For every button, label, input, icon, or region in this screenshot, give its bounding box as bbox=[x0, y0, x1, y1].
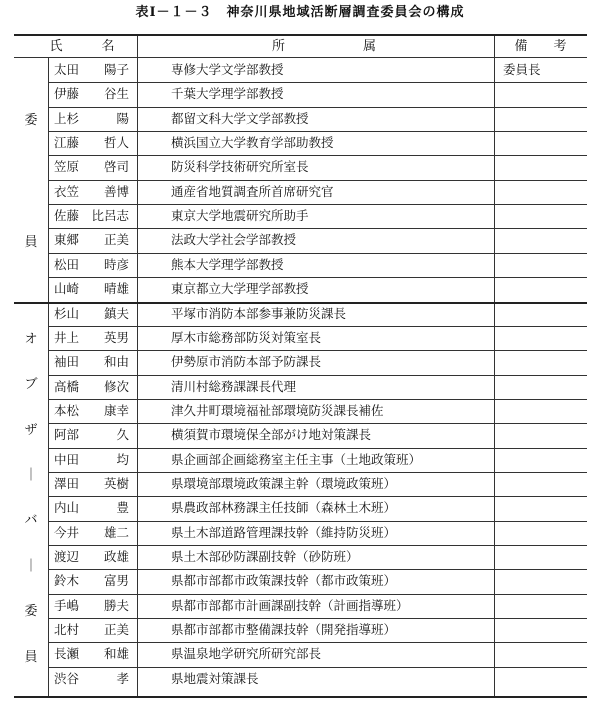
member-note bbox=[503, 399, 583, 423]
member-note bbox=[503, 618, 583, 642]
member-note bbox=[503, 472, 583, 496]
member-affiliation: 平塚市消防本部参事兼防災課長 bbox=[171, 305, 347, 321]
member-affiliation: 県地震対策課長 bbox=[171, 670, 259, 686]
group-label bbox=[14, 58, 48, 302]
member-affiliation: 県土木部道路管理課技幹（維持防災班） bbox=[171, 524, 397, 540]
member-note bbox=[503, 496, 583, 520]
member-name: 伊藤 谷生 bbox=[54, 86, 130, 102]
row-divider bbox=[48, 155, 587, 156]
member-row bbox=[48, 253, 587, 277]
group-label-char: ザ bbox=[24, 422, 38, 438]
member-note bbox=[503, 107, 583, 131]
member-affiliation: 法政大学社会学部教授 bbox=[171, 232, 297, 248]
member-affiliation: 県環境部環境政策課主幹（環境政策班） bbox=[171, 475, 397, 491]
row-divider bbox=[48, 253, 587, 254]
member-name: 井上 英男 bbox=[54, 329, 130, 345]
member-affiliation: 東京都立大学理学部教授 bbox=[171, 281, 309, 297]
member-row bbox=[48, 302, 587, 326]
header-note: 備 考 bbox=[514, 39, 567, 54]
member-note: 委員長 bbox=[503, 62, 541, 77]
member-affiliation: 厚木市総務部防災対策室長 bbox=[171, 329, 322, 345]
member-note bbox=[503, 448, 583, 472]
member-affiliation: 県温泉地学研究所研究部長 bbox=[171, 646, 322, 662]
row-divider bbox=[48, 204, 587, 205]
group-label-char: ブ bbox=[24, 377, 38, 393]
member-row bbox=[48, 642, 587, 666]
member-name: 本松 康幸 bbox=[54, 402, 130, 418]
member-affiliation: 横浜国立大学教育学部助教授 bbox=[171, 135, 334, 151]
member-row bbox=[48, 204, 587, 228]
row-divider bbox=[48, 667, 587, 668]
group-label-char: バ bbox=[24, 513, 38, 529]
row-divider bbox=[48, 545, 587, 546]
member-row bbox=[48, 107, 587, 131]
member-name: 渡辺 政雄 bbox=[54, 549, 130, 564]
member-affiliation: 県土木部砂防課副技幹（砂防班） bbox=[171, 549, 359, 564]
member-name: 高橋 修次 bbox=[54, 378, 130, 394]
row-divider bbox=[48, 399, 587, 400]
member-row bbox=[48, 496, 587, 520]
member-name: 山崎 晴雄 bbox=[54, 281, 130, 297]
member-row bbox=[48, 594, 587, 618]
committee-table bbox=[14, 34, 587, 698]
member-name: 衣笠 善博 bbox=[54, 183, 130, 199]
member-note bbox=[503, 204, 583, 228]
member-name: 手嶋 勝夫 bbox=[54, 597, 130, 613]
member-row bbox=[48, 667, 587, 691]
member-row bbox=[48, 375, 587, 399]
member-note bbox=[503, 642, 583, 666]
member-row bbox=[48, 448, 587, 472]
member-name: 笠原 啓司 bbox=[54, 159, 130, 175]
member-row bbox=[48, 82, 587, 106]
row-divider bbox=[48, 618, 587, 619]
group-label-char: 員 bbox=[24, 235, 38, 251]
member-affiliation: 県企画部企画総務室主任主事（土地政策班） bbox=[171, 451, 422, 467]
member-name: 内山 豊 bbox=[54, 500, 130, 516]
row-divider bbox=[48, 375, 587, 376]
member-affiliation: 熊本大学理学部教授 bbox=[171, 256, 284, 272]
row-divider bbox=[48, 180, 587, 181]
member-row bbox=[48, 472, 587, 496]
group-label-char: 委 bbox=[24, 604, 38, 620]
member-name: 杉山 鎮夫 bbox=[54, 305, 130, 321]
group-label-char: ｜ bbox=[24, 558, 38, 574]
member-affiliation: 千葉大学理学部教授 bbox=[171, 86, 284, 102]
member-note bbox=[503, 594, 583, 618]
member-note bbox=[503, 131, 583, 155]
member-name: 中田 均 bbox=[54, 451, 130, 467]
member-row bbox=[48, 155, 587, 179]
member-note bbox=[503, 423, 583, 447]
header-name: 氏 名 bbox=[49, 39, 115, 54]
member-affiliation: 通産省地質調査所首席研究官 bbox=[171, 183, 334, 199]
member-note bbox=[503, 82, 583, 106]
member-row bbox=[48, 423, 587, 447]
member-name: 北村 正美 bbox=[54, 622, 130, 638]
member-row bbox=[48, 350, 587, 374]
member-row bbox=[48, 399, 587, 423]
row-divider bbox=[48, 228, 587, 229]
row-divider bbox=[48, 131, 587, 132]
member-name: 東郷 正美 bbox=[54, 232, 130, 248]
member-note bbox=[503, 350, 583, 374]
row-divider bbox=[48, 423, 587, 424]
member-row bbox=[48, 569, 587, 593]
member-row bbox=[48, 326, 587, 350]
row-divider bbox=[48, 107, 587, 108]
row-divider bbox=[48, 472, 587, 473]
column-divider bbox=[48, 58, 49, 696]
member-row bbox=[48, 180, 587, 204]
member-row bbox=[48, 131, 587, 155]
member-affiliation: 県都市部都市計画課副技幹（計画指導班） bbox=[171, 597, 409, 613]
row-divider bbox=[48, 82, 587, 83]
member-row bbox=[48, 277, 587, 301]
member-note bbox=[503, 326, 583, 350]
member-affiliation: 横須賀市環境保全部がけ地対策課長 bbox=[171, 427, 372, 443]
member-note bbox=[503, 155, 583, 179]
member-affiliation: 津久井町環境福祉部環境防災課長補佐 bbox=[171, 402, 384, 418]
member-name: 渋谷 孝 bbox=[54, 670, 130, 686]
member-name: 鈴木 富男 bbox=[54, 573, 130, 589]
row-divider bbox=[48, 496, 587, 497]
member-name: 太田 陽子 bbox=[54, 62, 130, 77]
column-divider bbox=[494, 36, 495, 696]
member-note bbox=[503, 569, 583, 593]
group-label bbox=[14, 302, 48, 692]
member-name: 阿部 久 bbox=[54, 427, 130, 443]
row-divider bbox=[48, 569, 587, 570]
row-divider bbox=[48, 642, 587, 643]
member-affiliation: 県都市部都市整備課技幹（開発指導班） bbox=[171, 622, 397, 638]
member-note bbox=[503, 277, 583, 301]
member-name: 佐藤 比呂志 bbox=[54, 208, 130, 224]
row-divider bbox=[48, 521, 587, 522]
member-affiliation: 都留文科大学文学部教授 bbox=[171, 110, 309, 126]
group-label-char: 員 bbox=[24, 649, 38, 665]
member-affiliation: 専修大学文学部教授 bbox=[171, 62, 284, 77]
member-affiliation: 東京大学地震研究所助手 bbox=[171, 208, 309, 224]
member-row bbox=[48, 545, 587, 569]
header-affiliation: 所 属 bbox=[271, 39, 376, 54]
member-name: 松田 時彦 bbox=[54, 256, 130, 272]
member-name: 袖田 和由 bbox=[54, 354, 130, 370]
row-divider bbox=[48, 326, 587, 327]
member-affiliation: 清川村総務課課長代理 bbox=[171, 378, 297, 394]
member-note bbox=[503, 228, 583, 252]
row-divider bbox=[48, 350, 587, 351]
member-row bbox=[48, 228, 587, 252]
row-divider bbox=[48, 594, 587, 595]
table-header bbox=[14, 36, 587, 58]
member-name: 澤田 英樹 bbox=[54, 475, 130, 491]
member-name: 上杉 陽 bbox=[54, 110, 130, 126]
member-note bbox=[503, 545, 583, 569]
member-note bbox=[503, 667, 583, 691]
group-label-char: 委 bbox=[24, 113, 38, 129]
member-affiliation: 県農政部林務課主任技師（森林土木班） bbox=[171, 500, 397, 516]
member-affiliation: 県都市部都市政策課技幹（都市政策班） bbox=[171, 573, 397, 589]
member-row bbox=[48, 521, 587, 545]
member-note bbox=[503, 180, 583, 204]
row-divider bbox=[14, 302, 587, 304]
member-note bbox=[503, 302, 583, 326]
member-affiliation: 伊勢原市消防本部予防課長 bbox=[171, 354, 322, 370]
member-affiliation: 防災科学技術研究所室長 bbox=[171, 159, 309, 175]
row-divider bbox=[48, 277, 587, 278]
member-name: 江藤 哲人 bbox=[54, 135, 130, 151]
row-divider bbox=[48, 448, 587, 449]
group-label-char: ｜ bbox=[24, 468, 38, 484]
member-note bbox=[503, 253, 583, 277]
group-label-char: オ bbox=[24, 331, 38, 347]
member-row bbox=[48, 58, 587, 82]
member-note bbox=[503, 375, 583, 399]
member-name: 長瀬 和雄 bbox=[54, 646, 130, 662]
table-caption: 表Ⅰ－１－３ 神奈川県地域活断層調査委員会の構成 bbox=[135, 5, 465, 20]
member-note bbox=[503, 521, 583, 545]
column-divider bbox=[137, 36, 138, 696]
member-row bbox=[48, 618, 587, 642]
member-name: 今井 雄二 bbox=[54, 524, 130, 540]
